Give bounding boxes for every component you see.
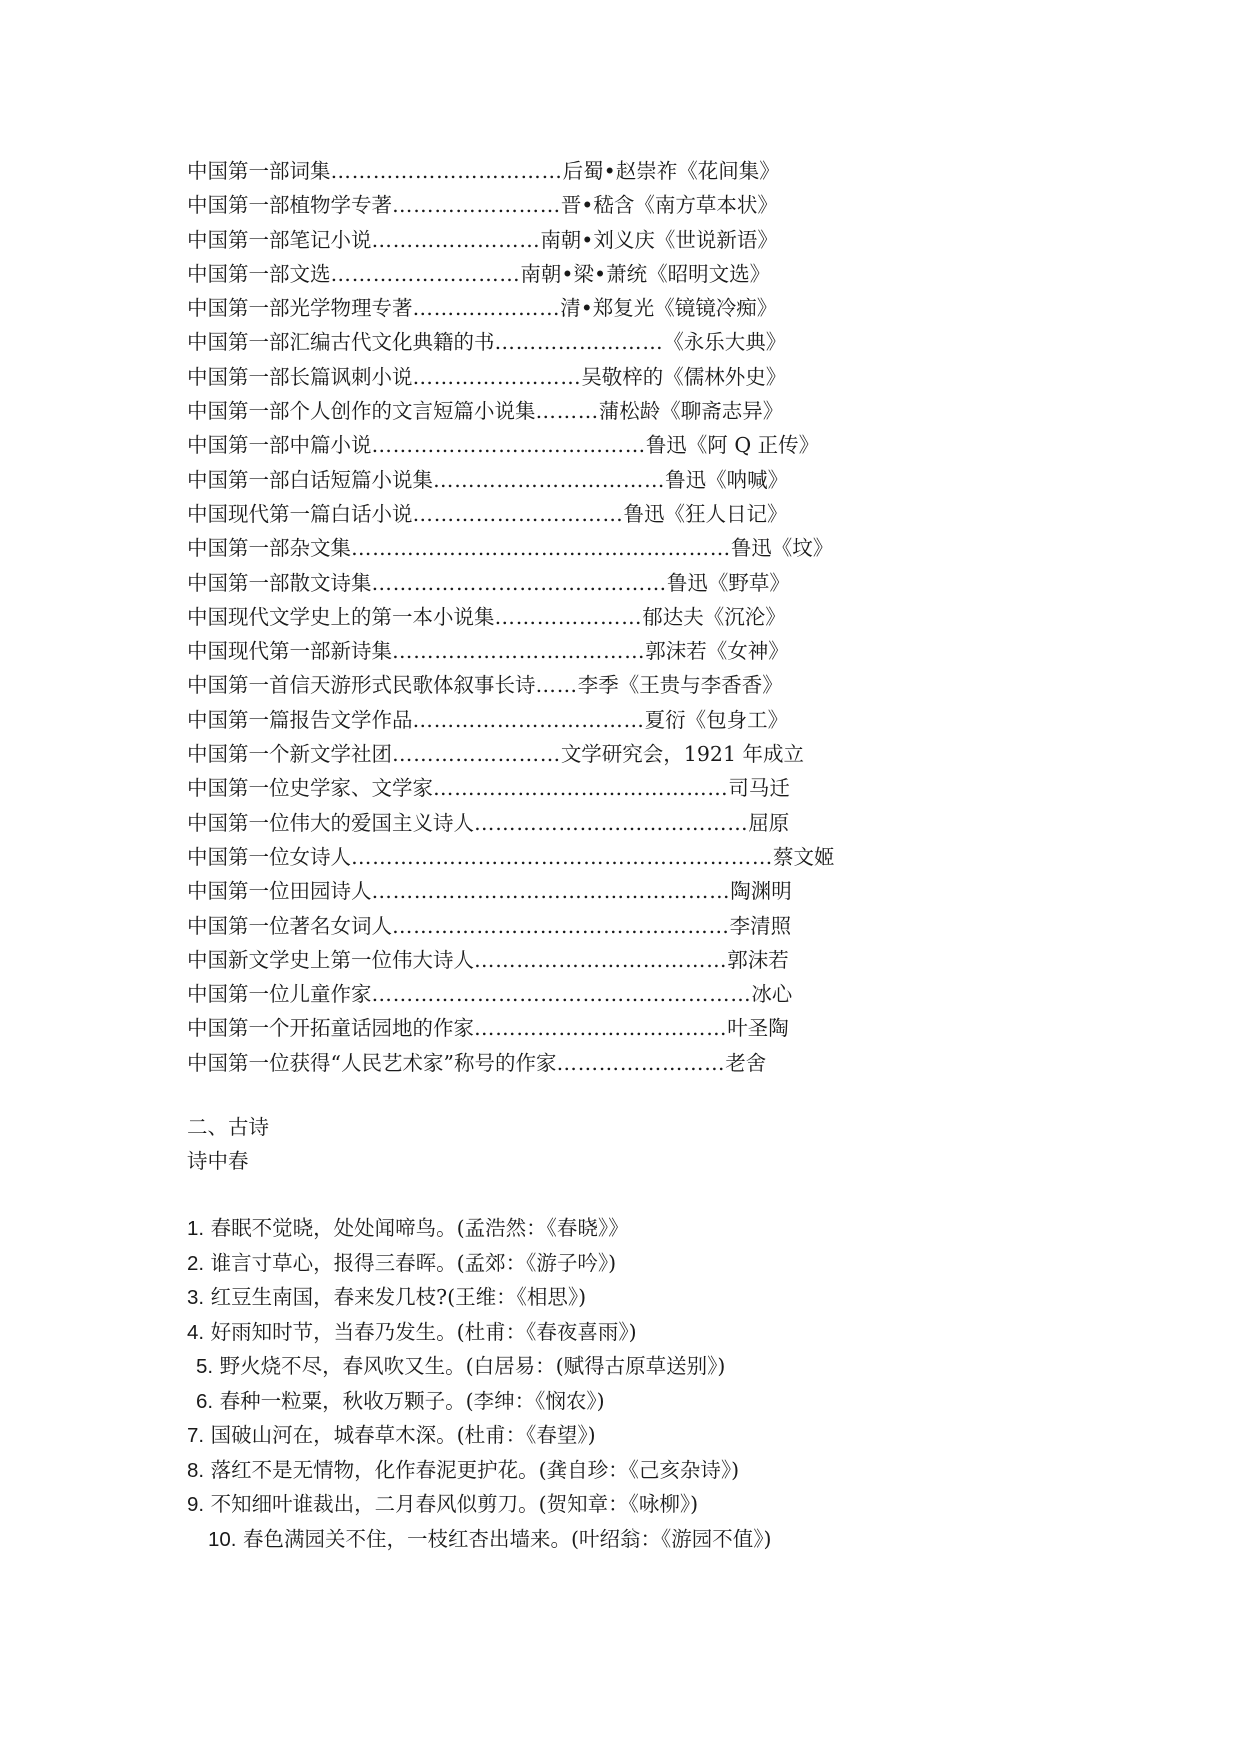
poem-number: 1. bbox=[187, 1217, 205, 1240]
entry-answer: 陶渊明 bbox=[730, 879, 792, 904]
poem-line bbox=[187, 1453, 772, 1488]
entry-answer: 蔡文姬 bbox=[773, 844, 835, 869]
dot-leader: …………………………………… bbox=[371, 570, 667, 595]
entry-label: 中国第一部中篇小说 bbox=[187, 433, 372, 458]
poem-text: 红豆生南国，春来发几枝?(王维：《相思》) bbox=[210, 1285, 587, 1309]
poem-number: 2. bbox=[187, 1251, 205, 1275]
dot-leader: …………………… bbox=[371, 227, 541, 252]
dot-leader: …………………… bbox=[392, 193, 561, 218]
dot-leader: …………………… bbox=[494, 330, 664, 355]
poem-number: 3. bbox=[187, 1286, 205, 1309]
entry-label: 中国第一篇报告文学作品 bbox=[187, 707, 413, 732]
list-item bbox=[187, 1046, 835, 1080]
entry-label: 中国第一部长篇讽刺小说 bbox=[187, 364, 413, 389]
entry-label: 中国第一部杂文集 bbox=[187, 536, 351, 561]
entry-label: 中国第一位儿童作家 bbox=[187, 982, 372, 1007]
poem-number: 6. bbox=[196, 1389, 214, 1413]
entry-answer: 《永乐大典》 bbox=[663, 330, 787, 355]
entry-answer: 文学研究会，1921 年成立 bbox=[560, 742, 804, 767]
entry-label: 中国第一部植物学专著 bbox=[187, 193, 392, 218]
list-item bbox=[187, 840, 835, 874]
list-item bbox=[187, 291, 835, 325]
entry-label: 中国现代文学史上的第一本小说集 bbox=[187, 604, 495, 629]
entry-label: 中国新文学史上第一位伟大诗人 bbox=[187, 947, 474, 972]
poem-text: 好雨知时节，当春乃发生。(杜甫：《春夜喜雨》) bbox=[210, 1319, 637, 1344]
entry-answer: 郭沫若 bbox=[727, 947, 789, 972]
dot-leader: …………………………… bbox=[433, 467, 666, 492]
entry-label: 中国第一位获得“人民艺术家”称号的作家 bbox=[187, 1050, 557, 1075]
poem-text: 野火烧不尽，春风吹又生。(白居易：(赋得古原草送别》) bbox=[219, 1354, 726, 1378]
list-item bbox=[187, 977, 835, 1011]
entry-answer: 南朝•刘义庆《世说新语》 bbox=[540, 227, 778, 252]
dot-leader: …………………………… bbox=[412, 707, 645, 732]
entry-answer: 冰心 bbox=[751, 982, 793, 1007]
dot-leader: …… bbox=[535, 673, 578, 698]
entry-label: 中国现代第一篇白话小说 bbox=[187, 501, 413, 526]
list-item bbox=[187, 943, 835, 977]
section-subtitle: 诗中春 bbox=[187, 1149, 249, 1173]
dot-leader: ………………… bbox=[494, 604, 643, 629]
section-title: 二、古诗 bbox=[187, 1115, 269, 1139]
entry-label: 中国第一部笔记小说 bbox=[187, 227, 372, 252]
list-item bbox=[187, 634, 835, 668]
poem-number: 8. bbox=[187, 1458, 205, 1482]
list-item bbox=[187, 600, 835, 634]
list-item bbox=[187, 874, 835, 908]
entry-label: 中国第一位著名女词人 bbox=[187, 913, 392, 938]
poem-line bbox=[187, 1315, 772, 1350]
entry-label: 中国第一部词集 bbox=[187, 159, 331, 183]
entry-label: 中国第一部文选 bbox=[187, 261, 331, 286]
list-item bbox=[187, 771, 835, 805]
poem-number: 9. bbox=[187, 1493, 205, 1516]
dot-leader: …………………………………………… bbox=[371, 879, 731, 904]
entry-answer: 夏衍《包身工》 bbox=[644, 707, 789, 732]
entry-label: 中国第一位伟大的爱国主义诗人 bbox=[187, 810, 474, 835]
dot-leader: …………………………… bbox=[330, 159, 563, 183]
poem-text: 谁言寸草心，报得三春晖。(孟郊：《游子吟》) bbox=[210, 1250, 617, 1275]
entry-answer: 鲁迅《阿 Q 正传》 bbox=[645, 433, 820, 458]
poem-line bbox=[187, 1487, 772, 1522]
poem-text: 春眠不觉晓，处处闻啼鸟。(孟浩然：《春晓》》 bbox=[210, 1216, 629, 1240]
entry-label: 中国第一位史学家、文学家 bbox=[187, 776, 433, 801]
entry-answer: 郭沫若《女神》 bbox=[645, 639, 789, 664]
poem-number: 10. bbox=[208, 1527, 237, 1551]
entry-label: 中国现代第一部新诗集 bbox=[187, 639, 392, 664]
dot-leader: ……………………………… bbox=[474, 1016, 728, 1041]
entry-label: 中国第一部白话短篇小说集 bbox=[187, 467, 433, 492]
dot-leader: …………………… bbox=[412, 364, 582, 389]
poem-line bbox=[187, 1280, 772, 1315]
entry-answer: 蒲松龄《聊斋志异》 bbox=[598, 399, 784, 424]
poems-list bbox=[187, 1211, 772, 1556]
poem-number: 5. bbox=[196, 1355, 214, 1378]
list-item bbox=[187, 428, 835, 462]
poem-line bbox=[187, 1522, 772, 1557]
list-item bbox=[187, 188, 835, 222]
dot-leader: ……………………………………………… bbox=[371, 982, 752, 1007]
list-item bbox=[187, 806, 835, 840]
list-item bbox=[187, 257, 835, 291]
list-item bbox=[187, 360, 835, 394]
dot-leader: …………………… bbox=[556, 1050, 726, 1075]
entry-label: 中国第一首信天游形式民歌体叙事长诗 bbox=[187, 673, 536, 698]
entry-label: 中国第一个新文学社团 bbox=[187, 742, 392, 767]
list-item bbox=[187, 566, 835, 600]
entry-answer: 鲁迅《狂人日记》 bbox=[623, 501, 788, 526]
list-item bbox=[187, 223, 835, 257]
dot-leader: ………………… bbox=[412, 296, 561, 321]
dot-leader: …………………………………………………… bbox=[351, 844, 773, 869]
poem-line bbox=[187, 1418, 772, 1453]
dot-leader: ……… bbox=[535, 399, 599, 424]
dot-leader: ………………………………… bbox=[371, 433, 646, 458]
poem-number: 4. bbox=[187, 1320, 205, 1344]
dot-leader: ……………………………… bbox=[474, 947, 728, 972]
dot-leader: …………………………………… bbox=[433, 776, 729, 801]
entry-answer: 屈原 bbox=[748, 810, 790, 835]
entry-answer: 后蜀•赵崇祚《花间集》 bbox=[562, 159, 780, 183]
dot-leader: …………………… bbox=[392, 742, 561, 767]
poem-text: 不知细叶谁裁出，二月春风似剪刀。(贺知章：《咏柳》) bbox=[210, 1492, 699, 1516]
entry-answer: 南朝•梁•萧统《昭明文选》 bbox=[520, 261, 771, 286]
list-item bbox=[187, 463, 835, 497]
dot-leader: ………………………… bbox=[412, 501, 624, 526]
poem-line bbox=[187, 1246, 772, 1281]
poem-text: 国破山河在，城春草木深。(杜甫：《春望》) bbox=[210, 1423, 596, 1447]
dot-leader: ……………………………………………… bbox=[351, 536, 731, 561]
entry-answer: 鲁迅《呐喊》 bbox=[665, 467, 789, 492]
list-item bbox=[187, 668, 835, 702]
poem-text: 落红不是无情物，化作春泥更护花。(龚自珍：《己亥杂诗》) bbox=[210, 1457, 740, 1482]
list-item bbox=[187, 703, 835, 737]
poem-line bbox=[187, 1384, 772, 1419]
entry-answer: 鲁迅《坟》 bbox=[730, 536, 834, 561]
list-item bbox=[187, 325, 835, 359]
entry-answer: 老舍 bbox=[725, 1050, 767, 1075]
poem-line bbox=[187, 1211, 772, 1246]
entry-answer: 郁达夫《沉沦》 bbox=[642, 604, 786, 629]
poem-number: 7. bbox=[187, 1424, 205, 1447]
dot-leader: ………………………………………… bbox=[392, 913, 730, 938]
entry-answer: 鲁迅《野草》 bbox=[666, 570, 790, 595]
dot-leader: ………………………………… bbox=[474, 810, 749, 835]
poem-line bbox=[187, 1349, 772, 1384]
entry-label: 中国第一部个人创作的文言短篇小说集 bbox=[187, 399, 536, 424]
poem-text: 春色满园关不住，一枝红杏出墙来。(叶绍翁：《游园不值》) bbox=[243, 1526, 772, 1551]
entry-label: 中国第一部散文诗集 bbox=[187, 570, 372, 595]
entry-answer: 吴敬梓的《儒林外史》 bbox=[581, 364, 787, 389]
list-item bbox=[187, 497, 835, 531]
entry-answer: 李季《王贵与李香香》 bbox=[577, 673, 783, 698]
list-item bbox=[187, 909, 835, 943]
entry-answer: 司马迁 bbox=[728, 776, 790, 801]
entry-answer: 清•郑复光《镜镜冷痴》 bbox=[560, 296, 778, 321]
dot-leader: ……………………… bbox=[330, 261, 521, 286]
list-item bbox=[187, 737, 835, 771]
entry-label: 中国第一部汇编古代文化典籍的书 bbox=[187, 330, 495, 355]
entry-label: 中国第一部光学物理专著 bbox=[187, 296, 413, 321]
poem-text: 春种一粒粟，秋收万颗子。(李绅：《悯农》) bbox=[219, 1388, 605, 1413]
list-item bbox=[187, 1011, 835, 1045]
entry-label: 中国第一位田园诗人 bbox=[187, 879, 372, 904]
entry-answer: 晋•嵇含《南方草本状》 bbox=[560, 193, 778, 218]
entry-label: 中国第一个开拓童话园地的作家 bbox=[187, 1016, 474, 1041]
list-item bbox=[187, 394, 835, 428]
firsts-list bbox=[187, 154, 835, 1080]
entry-label: 中国第一位女诗人 bbox=[187, 844, 351, 869]
list-item bbox=[187, 531, 835, 565]
entry-answer: 叶圣陶 bbox=[727, 1016, 789, 1041]
list-item bbox=[187, 154, 835, 188]
entry-answer: 李清照 bbox=[729, 913, 792, 938]
dot-leader: ……………………………… bbox=[392, 639, 646, 664]
